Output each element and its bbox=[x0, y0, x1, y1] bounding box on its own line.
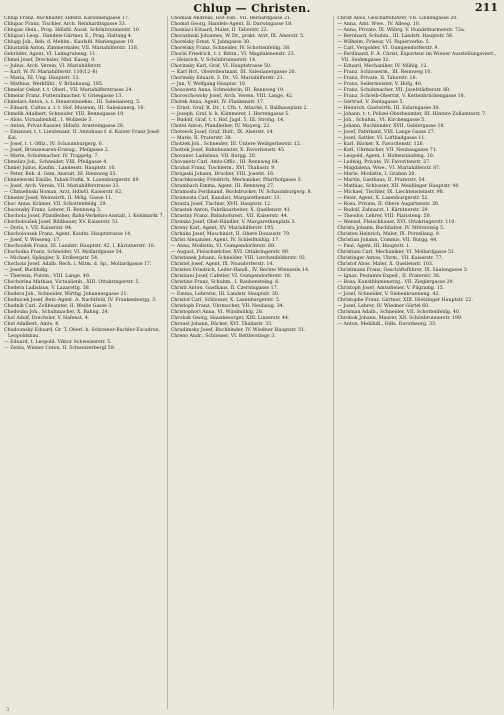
directory-entry: — Joseph, Graf, k. k. Kämmerer, I. Herrengasse 5. bbox=[170, 112, 290, 117]
directory-entry: — Wilhelm, Friseur, VI. Papierverke. 5. bbox=[337, 40, 431, 45]
directory-entry: — Leopold, Agent, I. Hohenstaufeng. 10. bbox=[337, 154, 435, 159]
directory-entry: — Wenzel, Fleischhauer, XVI. Ottakringerstr. 110. bbox=[337, 220, 456, 225]
directory-entry: Choteeck Josef, Graf, Hofr., IX. Alserstr. 14. bbox=[170, 130, 275, 135]
directory-entry: — Ignaz, Postamts-Exped., II. Praterstr. 38. bbox=[337, 274, 441, 279]
directory-entry: Chlup Franz, Buchhalter, Hdlsfd. Karolinengasse 17. bbox=[4, 16, 130, 21]
directory-entry: Chmiel Julius, Kaufm., Landesstr. Hauptstr. 10. bbox=[4, 166, 116, 171]
directory-entry: Chol Adalbert, Amts. 4. bbox=[4, 322, 60, 327]
directory-entry: Chodnicek Josef, Betr.-Agent. A. Nachtfeld, IV. Frankenbergg. 3. bbox=[4, 298, 157, 303]
directory-entry: Chrabal Franz, Tischlerm., XVI. Thaliastr. 9. bbox=[170, 166, 276, 171]
directory-entry: — Josef, Sattler, VI. Luftbadgasse 11. bbox=[337, 136, 426, 141]
directory-entry: Chocholoušek Josef, Bildhauer, XV. Kaiserstr. 51. bbox=[4, 220, 120, 225]
directory-entry: — Franz, Schlosserm., III. Rennweg 10. bbox=[337, 70, 432, 75]
directory-entry: — Ludwig, Private, IV. Favoritenstr. 27. bbox=[337, 160, 431, 165]
directory-entry: — Marie, Modistin, I. Graben 20. bbox=[337, 172, 416, 177]
directory-entry: — Josef, Arch. Verein, VII. Mariahilferstrasse 33. bbox=[4, 184, 120, 189]
directory-entry: Christiani Josef, Cafetier, VI. Gumpendorferstr. 18. bbox=[170, 274, 292, 279]
directory-entry: Chomid Georg, Handels-Agent, II. Darwingasse 18. bbox=[170, 22, 293, 27]
directory-entry: Chlupac Franz, Tischler, Arch. Reinhardtsgasse 33. bbox=[4, 22, 127, 27]
directory-entry: — Carl, Vergolder, VI. Gumpendorferstr. 9. bbox=[337, 46, 439, 51]
directory-entry: Chrasta Josef, Tischler, XVII. Hauptstr. 12. bbox=[170, 202, 272, 207]
directory-entry: Chmelik Adalbert, Schneider, VIII. Bennogasse 10. bbox=[4, 112, 125, 117]
directory-entry: Chomiaci Eduard, Maler, II. Taborstr. 22. bbox=[170, 28, 269, 33]
directory-entry: — Marie, Schuhmacher, IV. Trappelg. 7. bbox=[4, 154, 99, 159]
directory-entry: Chrachkowsky Friedrich, Mechaniker, Pfarrhofgasse 3. bbox=[170, 178, 303, 183]
directory-entry: — Marie, II. Praterstr. 38. bbox=[170, 136, 233, 141]
directory-entry: — Eduard, Mechaniker, IV. Mühlg. 12. bbox=[337, 64, 428, 69]
directory-entry: Christoph Josef, Amtsdiener, V. Pilgramg. 15. bbox=[337, 286, 445, 291]
directory-entry: — Jan, V. Wolfgang Hauptsr. 10. bbox=[170, 82, 247, 87]
directory-entry: — Mathias, Werkführ., V. Bräuhausg. 185. bbox=[4, 82, 104, 87]
directory-entry: Chocholka Franz, Schneider, VI. Mollardgasse 54. bbox=[4, 250, 124, 255]
directory-entry: Chodounský Eduard, Gr. T. Oberl. b. Schreiner-Bachler-Escadron, Leopoldsbau. bbox=[4, 328, 161, 339]
directory-entry: Chmelar Franz, Futteralmacher, V. Griesgasse 13. bbox=[4, 94, 123, 99]
directory-entry: — Franz, Private, II. Taborstr. 18. bbox=[337, 76, 418, 81]
directory-entry: — Chmielinski Roman, Arzt, Hdlsfd. Kaiserstr. 62. bbox=[4, 190, 123, 195]
directory-entry: Christian Johann, Commis, VII. Burgg. 44. bbox=[337, 238, 438, 243]
directory-entry: Christmann Franz, Geschäftsführer, IX. Säulengasse 3. bbox=[337, 268, 469, 273]
directory-entry: — Joh., Schuhm., VI. Kirchengasse 5. bbox=[337, 118, 426, 123]
directory-entry: — Josef, Fabrikant, VIII. Lange Gasse 27. bbox=[337, 130, 436, 135]
column-right bbox=[337, 16, 500, 709]
directory-entry: Christophe Franz, Gärtner, XIII. Hietzinger Hauptstr. 22. bbox=[337, 298, 473, 303]
directory-entry: — Michael, Spängler, X. Erdbergstr. 54. bbox=[4, 256, 99, 261]
directory-entry: Chmelirz Joh., Schneider, VIII. Pfeilgasse 4. bbox=[4, 160, 108, 165]
directory-entry: — Anton, Privat-Kassier, Hdlsfd. Arnsteingasse 26. bbox=[4, 124, 125, 129]
directory-entry: — Anna, Private, IX. Währg. V. Hundsthurmerstr. 72a. bbox=[337, 28, 466, 33]
directory-entry: — Paul, Agent, III. Hauptstr. 1. bbox=[337, 244, 411, 249]
directory-entry: Chrhaka Josef, Maschinist, II. Obere Donaustr. 79. bbox=[170, 232, 291, 237]
directory-entry: Chorelsky Ernst, V. Jahngasse 30. bbox=[170, 40, 251, 45]
directory-entry: Christanek Johann, Schneider, VIII. Lerchenfelderstr. 92. bbox=[170, 256, 307, 261]
directory-entry: — Heinrich, V. Schönbrunnerstr. 14. bbox=[170, 58, 257, 63]
directory-entry: — August, Fleischselcher, XVI. Ottakringerstr. 80. bbox=[170, 250, 290, 255]
directory-entry: — Josef, t. t. Offiz., IV. Schaumburgerg. 6. bbox=[4, 142, 104, 147]
directory-entry: — Franz, Schreib-Oberrat, V. Kettenbrückengasse 18. bbox=[337, 94, 466, 99]
directory-entry: Chochola Josef, Pfandleiher, Bahn-Verkehrs-Anstalt, I. Kohlmarkt 7. bbox=[4, 214, 164, 219]
directory-entry: — Johann, Buchbinder, XVII. Geblergasse 18. bbox=[337, 124, 445, 129]
directory-entry: — Johann, t. t. Polizei-Oberbeamter, III. Hintere Zollamtsstr. 7. bbox=[337, 112, 487, 117]
directory-entry: — Michael, Tischler, IX. Liechtensteinstr. 98. bbox=[337, 190, 445, 195]
directory-entry: — Rudolf, Zahnarzt, I. Kärntnerstr. 29. bbox=[337, 208, 430, 213]
directory-entry: — Ernst, Graf, R. Dr., t. Cth. t. Attaché, I. Ballhausplatz 2. bbox=[170, 106, 308, 111]
directory-entry: Chorinsky Eduard, 3. Dr., VI. Mariahilferstr. 21. bbox=[170, 76, 285, 81]
directory-entry: — Josef, Bronzewaren-Erzeug., Pfeilgasse 2. bbox=[4, 148, 110, 153]
directory-entry: Chodera Ladislaus, V. Lazarettg. 38. bbox=[4, 286, 91, 291]
directory-entry: — Franz, Seilermeister, V. Hofg. 40. bbox=[337, 82, 423, 87]
directory-entry: Chotel Anton, Pfandleiher, IV. Mayerg. 22. bbox=[170, 124, 271, 129]
directory-entry: Chmelars Anton, s. t. Steuereinnehm., III. Salesianerg. 5. bbox=[4, 100, 141, 105]
directory-entry: — Mathias, Schlosser, XII. Meidlinger Hauptstr. 40. bbox=[337, 184, 461, 189]
directory-entry: — Bernhard, Schuhm., III. Landstr. Hauptstr. 56. bbox=[337, 34, 454, 39]
directory-entry: Christinger Anton, Uhrm., VII. Kaiserstr. 77. bbox=[337, 256, 443, 261]
directory-entry: Chlupp Joh., Beh. d. Mehlm., Kaufsfd. Mariengasse 19. bbox=[4, 40, 135, 45]
directory-entry: — Gertrud, V. Zentagasse 5. bbox=[337, 100, 405, 105]
directory-entry: — Julius, Arch. Verein, VI. Mariahilferstr. bbox=[4, 64, 102, 69]
directory-entry: Christel Josef, Agent, IX. Nussdorferstr. 14. bbox=[170, 262, 274, 267]
directory-entry: Chreno Andr., Schlosser, VI. Bettlerstiege 3. bbox=[170, 334, 276, 339]
directory-entry: — Heinrich, Gastwirth, III. Eslarngasse 30. bbox=[337, 106, 440, 111]
directory-entry: Chmelar Oskar, t. t. Oberl., VII. Mariahilferstrasse 24. bbox=[4, 88, 133, 93]
footer-mark: 3 bbox=[6, 707, 10, 713]
directory-entry: Christof Alois, Maler, X. Quellenstr. 103. bbox=[337, 262, 434, 267]
column-middle bbox=[171, 16, 335, 709]
page-number: 211 bbox=[475, 1, 498, 14]
directory-entry: — Rosa, Private, II. Obere Augartenstr. 30. bbox=[337, 202, 440, 207]
directory-entry: Christine Franz, Schuhm., I. Rauhensteing. 6. bbox=[170, 280, 280, 285]
directory-entry: Chrisman Adalb., Schneider, VII. Schottenfeldg. 40. bbox=[337, 310, 461, 315]
directory-entry: Gebrüder, Agent, VI. Laimgrubeng. 11. bbox=[4, 52, 97, 57]
directory-entry: Chocholousek Franz, Agent, Kaufm. Hauptstrasse 14. bbox=[4, 232, 132, 237]
directory-entry: Chodnik Carl, Zollbeamter, II. Weiße Gasse 3. bbox=[4, 304, 113, 309]
directory-entry: Chrajaski Johann, Drucker, VIII. Josefst. 16. bbox=[170, 172, 275, 177]
directory-entry: Chrobok Johann, Maurer, XII. Schönbrunnerstr. 199. bbox=[337, 316, 463, 321]
directory-entry: Chotek Anna, Agent, IV. Flankenstr. 17. bbox=[170, 100, 265, 105]
directory-entry: — Alois, Victualienhdl., I. Wollzeile 3. bbox=[4, 118, 93, 123]
directory-entry: — Eduard, Cultus a. t. t. Hof. Museum, III. Salesianerg. 16. bbox=[4, 106, 145, 111]
directory-entry: — Zenta, Wiener Ceton, II. Schweizerbergl 59. bbox=[4, 346, 116, 351]
directory-entry: Chocenský Franz, Lehrer, II. Rennweg 3. bbox=[4, 208, 102, 213]
directory-entry: — Theodor, Lehrer, VIII. Piaristeng. 50. bbox=[337, 214, 432, 219]
directory-entry: — Maria, III. Ung. Hauptstr. 13. bbox=[4, 76, 81, 81]
directory-entry: — Josef, V. Wieseng. 17. bbox=[4, 238, 61, 243]
page-title: Chlup — Christen. bbox=[193, 2, 311, 15]
directory-entry: Chorelsky Franz, Schneider, IV. Schottenfeldg. 38. bbox=[170, 46, 291, 51]
directory-entry: Chrambach Emma, Agent, III. Rennweg 27. bbox=[170, 184, 275, 189]
directory-entry: Chroust Johann, Bäcker, XVI. Thaliastr. 33. bbox=[170, 322, 273, 327]
directory-entry: Chorin Friedrich, t. t. Rittm., VI. Magdalenenstr. 23. bbox=[170, 52, 296, 57]
directory-entry: Christl Anton, Gasthaus, II. Czerningasse 17. bbox=[170, 286, 279, 291]
directory-entry: Chlustatik Anton, Zimmermaler, VII. Mariahilferstr. 118. bbox=[4, 46, 139, 51]
directory-entry: Chmeler Josef, Weinwirth, II. Mölg. Gasse 11. bbox=[4, 196, 113, 201]
directory-entry: Chrudimsky Josef, Buchbinder, IV. Wiedner Hauptstr. 51. bbox=[170, 328, 306, 333]
directory-entry: — Karl, W. IV. Mariahilferstr. 110(12–8) bbox=[4, 70, 98, 75]
directory-entry: Christ Alexander, Agent, IV. Schleifmühlg. 17. bbox=[170, 238, 280, 243]
directory-entry: Chreny Karl, Agent, XV. Mariahilferstr. 195. bbox=[170, 226, 275, 231]
directory-entry: — Emanuel, t. t. Lieutenant, II. Amtshaus f. d. Katzer Franz Josef-Kai. bbox=[4, 130, 161, 141]
directory-entry: Chlupac Hein., Prop. Hdlsfd. Ausst. Schönbrunnerstr. 10. bbox=[4, 28, 141, 33]
directory-entry: — Peter, Beh. d. Gem. Anstalt, III. Rennweg 33. bbox=[4, 172, 117, 177]
directory-entry: Choroschowsky Josef, Arch. Verein. VIII. Lange. 42. bbox=[170, 94, 294, 99]
directory-entry: Chovanec Ladislaus, VII. Burgg. 20. bbox=[170, 154, 257, 159]
directory-entry: Christen Heinrich, Maler, IX. Porzellang. 9. bbox=[337, 232, 441, 237]
directory-entry: Chrobak Georg, Hausbesorger, XIII. Linzerstr. 44. bbox=[170, 316, 290, 321]
directory-entry: Chrenka Josef, Obst-Händler, V. Margarethenplatz 3. bbox=[170, 220, 296, 225]
directory-entry: — Josef, Buchhdlg. bbox=[4, 268, 49, 273]
directory-entry: Chotzek Joh., Schneider, III. Untere Weißgerberstr. 12. bbox=[170, 142, 302, 147]
directory-entry: Chlupaci Leop., Handels-Gärtner, E., Prag. Haltung 4. bbox=[4, 34, 133, 39]
directory-columns bbox=[4, 16, 500, 709]
directory-entry: — Karl, Bäcker, X. Favoritenstr. 126. bbox=[337, 142, 425, 147]
page-header bbox=[0, 0, 504, 16]
directory-entry: — Karl, Uhrmacher, VII. Neubaugasse 71. bbox=[337, 148, 438, 153]
directory-entry: Chrastny Franz, Bahnhofsrest., VII. Kaiserstr. 44. bbox=[170, 214, 289, 219]
directory-entry: — Magdalena, Wwe., VI. Mariahilferstr. 87. bbox=[337, 166, 441, 171]
directory-entry: — Peter, Agent, X. Laxenburgerstr. 52. bbox=[337, 196, 430, 201]
directory-entry: Chovanetz Carl, Amts-Offic., III. Rennweg 64. bbox=[170, 160, 280, 165]
directory-entry: Chramosta Ferdinand, Buchdrucker, IV. Schaumburgerg. 8. bbox=[170, 190, 313, 195]
directory-entry: — Rudolf, Graf, t. t. Hof. Jagd. 5, III. Strohg. 14. bbox=[170, 118, 285, 123]
directory-entry: Chomiak Andreas, Hut-Fab., VII. Bernardgasse 21. bbox=[170, 16, 292, 21]
directory-entry: Chosowetz Anna, Schneiderin, III. Rennweg 19. bbox=[170, 88, 285, 93]
directory-entry: — Doris, t. VII. Kaiserstr. 94. bbox=[4, 226, 73, 231]
column-left bbox=[4, 16, 168, 709]
directory-entry: — Rosa, Kunstblumenerzg., VII. Zieglergasse 29. bbox=[337, 280, 454, 285]
directory-entry: Chmielewski Emilie, Tabak-Trafik, X. Laxenburgerstr. 69. bbox=[4, 178, 140, 183]
directory-entry: Chorinsky Karl, Graf, VI. Hauptstrasse 50. bbox=[170, 64, 272, 69]
directory-entry: Christof Carl, Schlosser, X. Laxenburgerstr. 5. bbox=[170, 298, 281, 303]
directory-entry: — Martin, Gasthaus, II. Praterstr. 54. bbox=[337, 178, 427, 183]
directory-entry: Chodouba Joh., Schuhmacher, X. Bahng. 24. bbox=[4, 310, 110, 315]
directory-entry: Chochoulek Franz, III. Landstr. Hauptstr. 42, I. Kärntnerstr. 10. bbox=[4, 244, 156, 249]
directory-entry: Chmel Josef, Drechsler, Nbd. Kassg. 9. bbox=[4, 58, 96, 63]
directory-entry: — Emma, Lehrerin, III. Landstr. Hauptstr. 30. bbox=[170, 292, 280, 297]
directory-entry: — Josef, Lehrer, IV. Wiedner Gürtel 60. bbox=[337, 304, 430, 309]
directory-entry: — Eduard, t. Leopold. Viktor Schweizerstr. 5. bbox=[4, 340, 112, 345]
directory-entry: Christen Friedrich, Leder-Handl., IV. Rechte Wienzeile 14. bbox=[170, 268, 310, 273]
directory-entry: — Theresia, Putzm., VIII. Lange. 49. bbox=[4, 274, 91, 279]
directory-entry: — Anton, Mehlhdl., Hdls. Dorotheerg. 33. bbox=[337, 322, 437, 327]
directory-entry: Christophori Anna, VI. Windmühlg. 28. bbox=[170, 310, 264, 315]
directory-entry: Chochorina Mathias, Victualienh., XIII. Ottakringerstr. 5. bbox=[4, 280, 140, 285]
directory-entry: Chottek Josef, Bahnbeamter, X. Favoritenstr. 45. bbox=[170, 148, 286, 153]
directory-entry: Christiani Carl, Mechaniker, VI. Mollardgasse 51. bbox=[337, 250, 456, 255]
directory-entry: — Franz, Schuhmacher, VII. Josefstädterstr. 60. bbox=[337, 88, 451, 93]
directory-entry: — Josef, Schneider, V. Siebenbrunneng. 42. bbox=[337, 292, 440, 297]
directory-entry: Chol Adolf, Drechsler, V. Hafenst. 4. bbox=[4, 316, 90, 321]
directory-entry: Chramosta Carl, Kanzlist, Margarethenstr. 33. bbox=[170, 196, 282, 201]
directory-entry: Choc Anna, Krämer, VII. Schottenfeldg. 29. bbox=[4, 202, 107, 207]
directory-entry: Christoph Franz, Uhrmacher, VII. Neubaug. 34. bbox=[170, 304, 285, 309]
directory-entry: Christ Alois, Geschäftsführer, VII. Lindengasse 20. bbox=[337, 16, 458, 21]
directory-entry: Christa Johann, Buchhalter, IV. Mittersteig 5. bbox=[337, 226, 445, 231]
directory-entry: — Karl Hcf., Oberstleutnant, III. Salesianergasse 20. bbox=[170, 70, 297, 75]
directory-entry: — Anna, Amt. Wwe., IV. Alleeg. 10. bbox=[337, 22, 421, 27]
directory-entry: Chodera Joh., Schneider, Wirthg. Johannesgasse 21. bbox=[4, 292, 128, 297]
directory-entry: Chorazinski Johannes, W. Dr., prakt. Arzt, IX. Alserstr. 5. bbox=[170, 34, 305, 39]
directory-entry: Chochola Josef, Adalb. Rech. i. Mitm. d. Sp., Mollardgasse 17. bbox=[4, 262, 152, 267]
directory-entry: Chrastek Anton, Fabriksarbeiter, X. Quellenstr. 41. bbox=[170, 208, 292, 213]
directory-entry: — Ferdinand, F. A. Christ, Exporteur im Wiener Ausstellungsviert., VII. Seidengasse 32. bbox=[337, 52, 497, 63]
directory-entry: — Anna, Modistin, VI. Gumpendorferstr. 68. bbox=[170, 244, 276, 249]
